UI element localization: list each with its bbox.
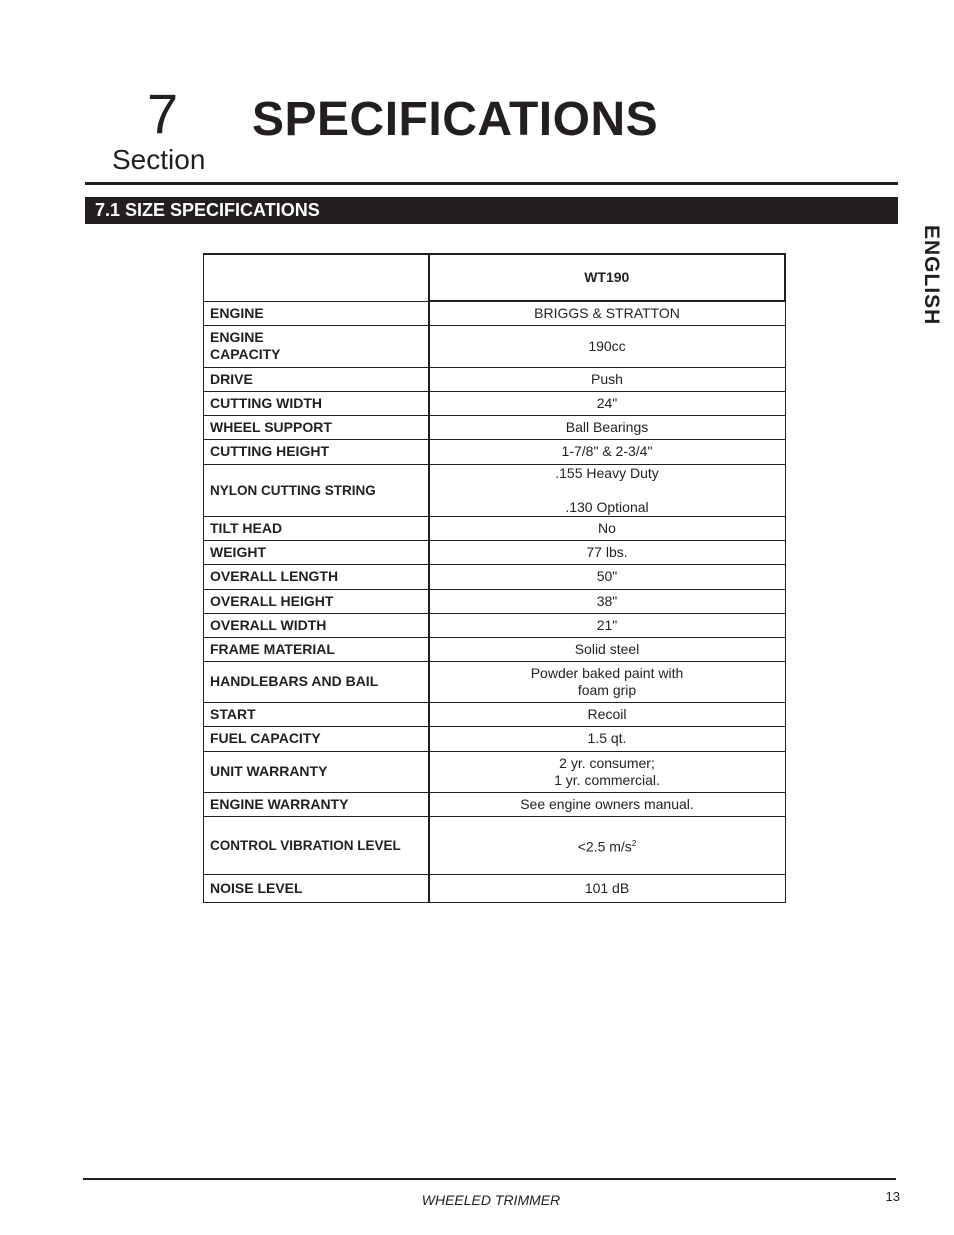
table-row: [204, 540, 786, 564]
table-row: [204, 564, 786, 589]
spec-value: [429, 367, 786, 391]
spec-label: ENGINE WARRANTY: [204, 792, 429, 816]
spec-value-text: BRIGGS & STRATTON: [534, 304, 680, 321]
spec-label: CUTTING HEIGHT: [204, 439, 429, 464]
spec-label: HANDLEBARS AND BAIL: [204, 661, 429, 702]
spec-label: NYLON CUTTING STRING: [204, 464, 429, 516]
section-label: Section: [112, 144, 206, 175]
spec-value-text: 190cc: [588, 337, 626, 354]
spec-value-text: 77 lbs.: [586, 543, 628, 560]
table-row: [204, 464, 786, 516]
spec-value: [429, 564, 786, 589]
spec-value: [429, 439, 786, 464]
header-divider: [85, 182, 898, 185]
table-row: [204, 325, 786, 367]
spec-value: [429, 702, 786, 726]
spec-label: OVERALL HEIGHT: [204, 589, 429, 613]
spec-value-text: .155 Heavy Duty .130 Optional: [555, 464, 659, 515]
table-row: [204, 415, 786, 439]
table-row: [204, 439, 786, 464]
spec-label: OVERALL WIDTH: [204, 613, 429, 637]
table-row: [204, 613, 786, 637]
page-title: SPECIFICATIONS: [252, 93, 659, 146]
spec-value-text: 24": [596, 394, 618, 411]
spec-label: UNIT WARRANTY: [204, 751, 429, 792]
spec-value: [429, 301, 786, 325]
spec-value: [429, 874, 786, 902]
superscript: 2: [631, 838, 637, 848]
spec-label: WHEEL SUPPORT: [204, 415, 429, 439]
spec-value: [429, 516, 786, 540]
spec-value-text: 38": [596, 592, 618, 609]
spec-label: START: [204, 702, 429, 726]
spec-value: [429, 816, 786, 874]
spec-value-text: <2.5 m/s: [577, 838, 632, 855]
table-row: [204, 589, 786, 613]
spec-label: DRIVE: [204, 367, 429, 391]
table-row: [204, 792, 786, 816]
model-header-cell: WT190: [429, 254, 786, 301]
table-row: [204, 874, 786, 902]
spec-value: [429, 325, 786, 367]
spec-value: [429, 589, 786, 613]
table-row: [204, 301, 786, 325]
table-row: [204, 816, 786, 874]
spec-label: OVERALL LENGTH: [204, 564, 429, 589]
spec-label: CONTROL VIBRATION LEVEL: [204, 816, 429, 874]
spec-value: [429, 415, 786, 439]
spec-label: ENGINE CAPACITY: [204, 325, 429, 367]
spec-value-text: Solid steel: [574, 640, 640, 657]
spec-value-text: 50": [596, 568, 618, 584]
page-number: 13: [885, 1189, 900, 1204]
table-row: [204, 702, 786, 726]
table-row: [204, 637, 786, 661]
table-header-row: [204, 254, 786, 301]
spec-value-text: 1.5 qt.: [587, 730, 627, 746]
spec-value: [429, 751, 786, 792]
table-row: [204, 751, 786, 792]
table-row: [204, 391, 786, 415]
spec-table-body: [204, 254, 786, 902]
spec-value-text: Recoil: [587, 705, 627, 722]
footer-divider: [83, 1178, 896, 1180]
spec-value: [429, 613, 786, 637]
spec-value: [429, 540, 786, 564]
language-side-tab: [914, 225, 944, 335]
footer-title: WHEELED TRIMMER: [421, 1192, 561, 1208]
header-blank-cell: [204, 254, 429, 301]
spec-value-text: 2 yr. consumer; 1 yr. commercial.: [554, 754, 660, 788]
spec-value: [429, 637, 786, 661]
spec-label: CUTTING WIDTH: [204, 391, 429, 415]
spec-value: [429, 464, 786, 516]
subsection-heading: 7.1 SIZE SPECIFICATIONS: [85, 197, 898, 224]
spec-label: WEIGHT: [204, 540, 429, 564]
language-label: ENGLISH: [920, 225, 943, 326]
spec-value-text: 21": [596, 616, 618, 633]
spec-value: [429, 661, 786, 702]
spec-value: [429, 726, 786, 751]
spec-value-text: See engine owners manual.: [520, 795, 694, 812]
section-number: 7: [147, 82, 179, 145]
table-row: [204, 516, 786, 540]
table-row: [204, 367, 786, 391]
spec-label: FRAME MATERIAL: [204, 637, 429, 661]
table-row: [204, 661, 786, 702]
spec-value-text: Push: [591, 370, 623, 387]
size-specifications-table: [203, 253, 786, 903]
spec-value-text: 101 dB: [584, 879, 630, 896]
spec-value-text: 1-7/8" & 2-3/4": [561, 443, 653, 459]
spec-value: [429, 792, 786, 816]
spec-label: FUEL CAPACITY: [204, 726, 429, 751]
table-row: [204, 726, 786, 751]
spec-label: NOISE LEVEL: [204, 874, 429, 902]
spec-value-text: Ball Bearings: [565, 418, 649, 435]
spec-value: [429, 391, 786, 415]
spec-value-text: Powder baked paint with foam grip: [530, 664, 684, 698]
spec-label: TILT HEAD: [204, 516, 429, 540]
spec-label: ENGINE: [204, 301, 429, 325]
spec-value-text: No: [598, 519, 616, 536]
